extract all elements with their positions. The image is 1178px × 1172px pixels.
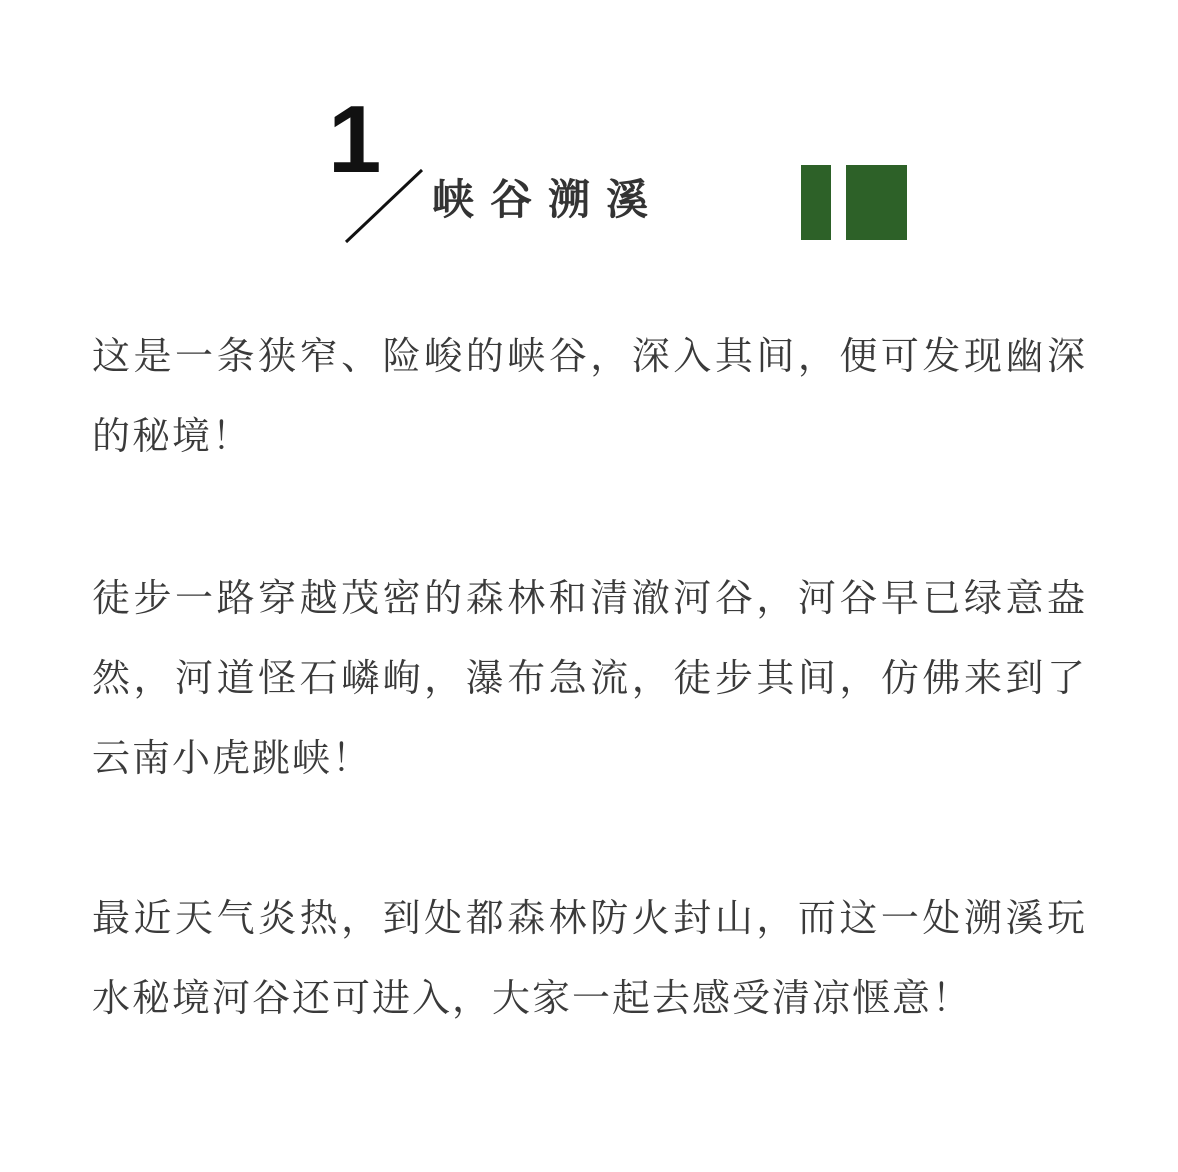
section-title: 峡谷溯溪 [432,175,665,224]
paragraph-intro: 这是一条狭窄、险峻的峡谷，深入其间，便可发现幽深的秘境！ [92,334,1087,458]
slash-divider-icon [340,164,430,246]
paragraph-weather: 最近天气炎热，到处都森林防火封山，而这一处溯溪玩水秘境河谷还可进入，大家一起去感受清凉惬意！ [92,896,1087,1020]
decorative-bar-wide [846,165,907,240]
decorative-bar-narrow [801,165,831,240]
section-number: 1 [328,86,382,193]
paragraph-hike: 徒步一路穿越茂密的森林和清澈河谷，河谷早已绿意盎然，河道怪石嶙峋，瀑布急流，徒步其间，仿佛来到了云南小虎跳峡！ [92,576,1087,780]
